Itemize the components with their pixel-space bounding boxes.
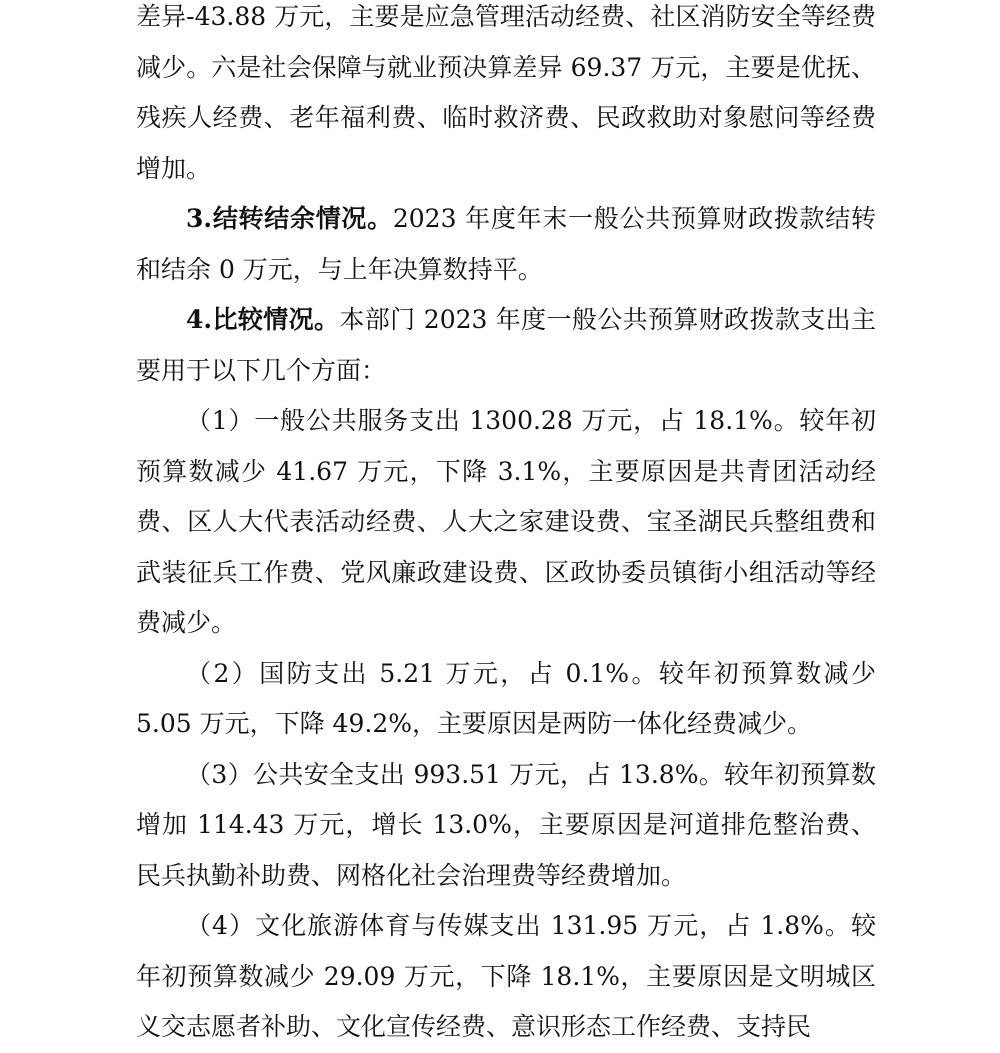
document-body	[136, 0, 876, 1053]
paragraph-budget-difference: 差异-43.88 万元，主要是应急管理活动经费、社区消防安全等经费减少。六是社会保障与就业预决算差异 69.37 万元，主要是优抚、残疾人经费、老年福利费、临时救济费、民政救助对象慰问等经费增加。	[136, 2, 876, 183]
paragraph-general-public-services: （1）一般公共服务支出 1300.28 万元，占 18.1%。较年初预算数减少 41.67 万元，下降 3.1%，主要原因是共青团活动经费、区人大代表活动经费、人大之家建设费、宝圣湖民兵整组费和武装征兵工作费、党风廉政建设费、区政协委员镇街小组活动等经费减少。	[136, 406, 876, 637]
section-heading-comparison: 4.比较情况。	[186, 305, 340, 334]
paragraph-carryover	[136, 194, 876, 295]
paragraph-national-defense: （2）国防支出 5.21 万元，占 0.1%。较年初预算数减少 5.05 万元，下降 49.2%，主要原因是两防一体化经费减少。	[136, 658, 876, 738]
paragraph-comparison-text: 本部门 2023 年度一般公共预算财政拨款支出主要用于以下几个方面：	[136, 305, 876, 385]
paragraph-carryover-text: 2023 年度年末一般公共预算财政拨款结转和结余 0 万元，与上年决算数持平。	[136, 204, 876, 284]
paragraph-culture-tourism: （4）文化旅游体育与传媒支出 131.95 万元，占 1.8%。较年初预算数减少 29.09 万元，下降 18.1%，主要原因是文明城区义交志愿者补助、文化宣传经费、意识形态工作经费、支持民	[136, 911, 876, 1041]
section-heading-carryover: 3.结转结余情况。	[186, 204, 393, 233]
paragraph-comparison	[136, 295, 876, 396]
paragraph-public-safety: （3）公共安全支出 993.51 万元，占 13.8%。较年初预算数增加 114.43 万元，增长 13.0%，主要原因是河道排危整治费、民兵执勤补助费、网格化社会治理费等经费增加。	[136, 759, 876, 890]
